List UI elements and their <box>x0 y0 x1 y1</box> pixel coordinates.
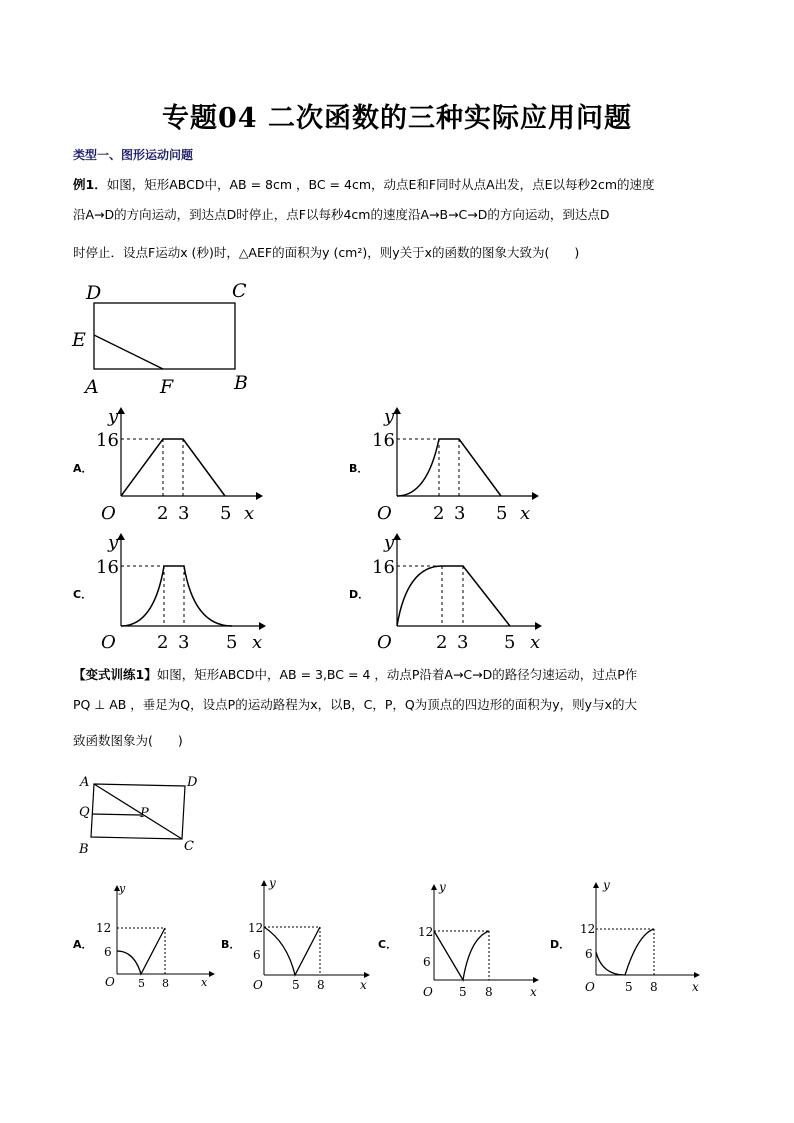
svg-text:12: 12 <box>418 925 434 939</box>
svg-text:x: x <box>201 976 208 989</box>
svg-text:y: y <box>119 882 126 895</box>
page-title: 专题04 二次函数的三种实际应用问题 <box>162 103 632 134</box>
svg-text:12: 12 <box>580 922 596 936</box>
svg-text:x: x <box>252 632 263 653</box>
svg-text:8: 8 <box>162 977 169 990</box>
svg-text:Q: Q <box>79 805 90 820</box>
exercise1-label: 【变式训练1】 <box>73 667 157 682</box>
svg-text:x: x <box>530 632 541 653</box>
svg-text:2: 2 <box>157 503 169 524</box>
svg-text:6: 6 <box>585 947 593 961</box>
ex1-option-b-graph[interactable] <box>372 404 542 524</box>
ex1-option-d-letter[interactable]: D． <box>349 588 370 601</box>
ex1-option-a-letter[interactable]: A． <box>73 462 93 475</box>
svg-text:O: O <box>101 632 116 653</box>
ex1-option-c-letter[interactable]: C． <box>73 588 93 601</box>
svg-text:5: 5 <box>292 978 300 992</box>
svg-text:O: O <box>377 503 392 524</box>
svg-text:8: 8 <box>650 980 658 994</box>
example1-rectangle-figure <box>60 280 260 400</box>
ex1-option-c-graph[interactable] <box>96 530 271 654</box>
label-c: C <box>232 280 247 302</box>
label-a: A <box>85 376 99 398</box>
ex2-option-d-graph[interactable] <box>572 874 707 1000</box>
svg-text:16: 16 <box>372 430 395 451</box>
label-d: D <box>86 282 102 304</box>
svg-text:12: 12 <box>248 921 264 935</box>
label-e: E <box>72 329 86 351</box>
svg-text:C: C <box>184 839 194 854</box>
section-heading: 类型一、图形运动问题 <box>73 148 194 162</box>
svg-text:5: 5 <box>504 632 516 653</box>
svg-text:y: y <box>384 532 395 553</box>
svg-text:16: 16 <box>96 430 119 451</box>
svg-text:5: 5 <box>625 980 633 994</box>
example1-line3: 时停止．设点F运动x (秒)时，△AEF的面积为y (cm²)，则y关于x的函数的图象大致为( ) <box>73 245 580 260</box>
exercise1-line3: 致函数图象为( ) <box>73 733 183 748</box>
svg-text:y: y <box>384 406 395 427</box>
svg-text:16: 16 <box>372 557 395 578</box>
svg-text:12: 12 <box>96 921 112 935</box>
svg-text:16: 16 <box>96 557 119 578</box>
svg-text:3: 3 <box>178 503 190 524</box>
svg-text:3: 3 <box>457 632 469 653</box>
ex2-option-a-letter[interactable]: A． <box>73 938 93 951</box>
svg-text:5: 5 <box>220 503 232 524</box>
svg-text:8: 8 <box>317 978 325 992</box>
svg-text:O: O <box>101 503 116 524</box>
exercise1-line1: 【变式训练1】如图，矩形ABCD中，AB = 3,BC = 4 ，动点P沿着A→C→D的路径匀速运动，过点P作 <box>73 667 638 682</box>
ex1-option-b-letter[interactable]: B． <box>349 462 369 475</box>
svg-text:O: O <box>423 985 433 999</box>
svg-text:x: x <box>692 980 699 994</box>
svg-text:x: x <box>244 503 255 524</box>
example1-line1: 例1．如图，矩形ABCD中，AB = 8cm ，BC = 4cm，动点E和F同时从点A出发，点E以每秒2cm的速度 <box>73 177 655 192</box>
svg-text:5: 5 <box>459 985 467 999</box>
svg-text:3: 3 <box>178 632 190 653</box>
example1-label: 例1． <box>73 177 107 192</box>
svg-text:O: O <box>105 975 115 989</box>
ex1-option-a-graph[interactable] <box>96 404 266 524</box>
exercise1-line2: PQ ⊥ AB ，垂足为Q，设点P的运动路程为x，以B，C，P，Q为顶点的四边形的面积为y，则y与x的大 <box>73 697 637 712</box>
ex2-option-c-graph[interactable] <box>402 876 547 1004</box>
ex2-option-b-graph[interactable] <box>242 872 377 1000</box>
ex2-option-a-graph[interactable] <box>96 880 221 995</box>
svg-text:B: B <box>79 842 89 857</box>
svg-text:y: y <box>108 532 119 553</box>
ex2-option-b-letter[interactable]: B． <box>221 938 241 951</box>
svg-text:O: O <box>253 978 263 992</box>
svg-text:P: P <box>140 806 149 821</box>
svg-text:O: O <box>377 632 392 653</box>
svg-text:O: O <box>585 980 595 994</box>
label-b: B <box>234 372 248 394</box>
svg-text:y: y <box>603 878 610 892</box>
svg-text:y: y <box>269 876 276 890</box>
svg-text:8: 8 <box>485 985 493 999</box>
svg-text:A: A <box>80 775 90 790</box>
svg-text:y: y <box>108 406 119 427</box>
svg-text:D: D <box>187 775 198 790</box>
example1-line2: 沿A→D的方向运动，到达点D时停止，点F以每秒4cm的速度沿A→B→C→D的方向运动，到达点D <box>73 207 610 222</box>
ex2-option-d-letter[interactable]: D． <box>550 938 571 951</box>
svg-text:x: x <box>520 503 531 524</box>
svg-text:x: x <box>530 985 537 999</box>
svg-text:x: x <box>360 978 367 992</box>
svg-text:5: 5 <box>226 632 238 653</box>
svg-text:6: 6 <box>104 945 112 959</box>
svg-text:y: y <box>439 880 446 894</box>
svg-text:3: 3 <box>454 503 466 524</box>
label-f: F <box>160 376 174 398</box>
svg-text:2: 2 <box>157 632 169 653</box>
ex2-option-c-letter[interactable]: C． <box>378 938 398 951</box>
svg-text:2: 2 <box>433 503 445 524</box>
exercise1-rectangle-figure <box>72 770 212 860</box>
svg-text:5: 5 <box>138 977 145 990</box>
svg-text:6: 6 <box>253 948 261 962</box>
svg-text:5: 5 <box>496 503 508 524</box>
ex1-option-d-graph[interactable] <box>372 530 547 654</box>
svg-text:2: 2 <box>436 632 448 653</box>
svg-text:6: 6 <box>423 955 431 969</box>
